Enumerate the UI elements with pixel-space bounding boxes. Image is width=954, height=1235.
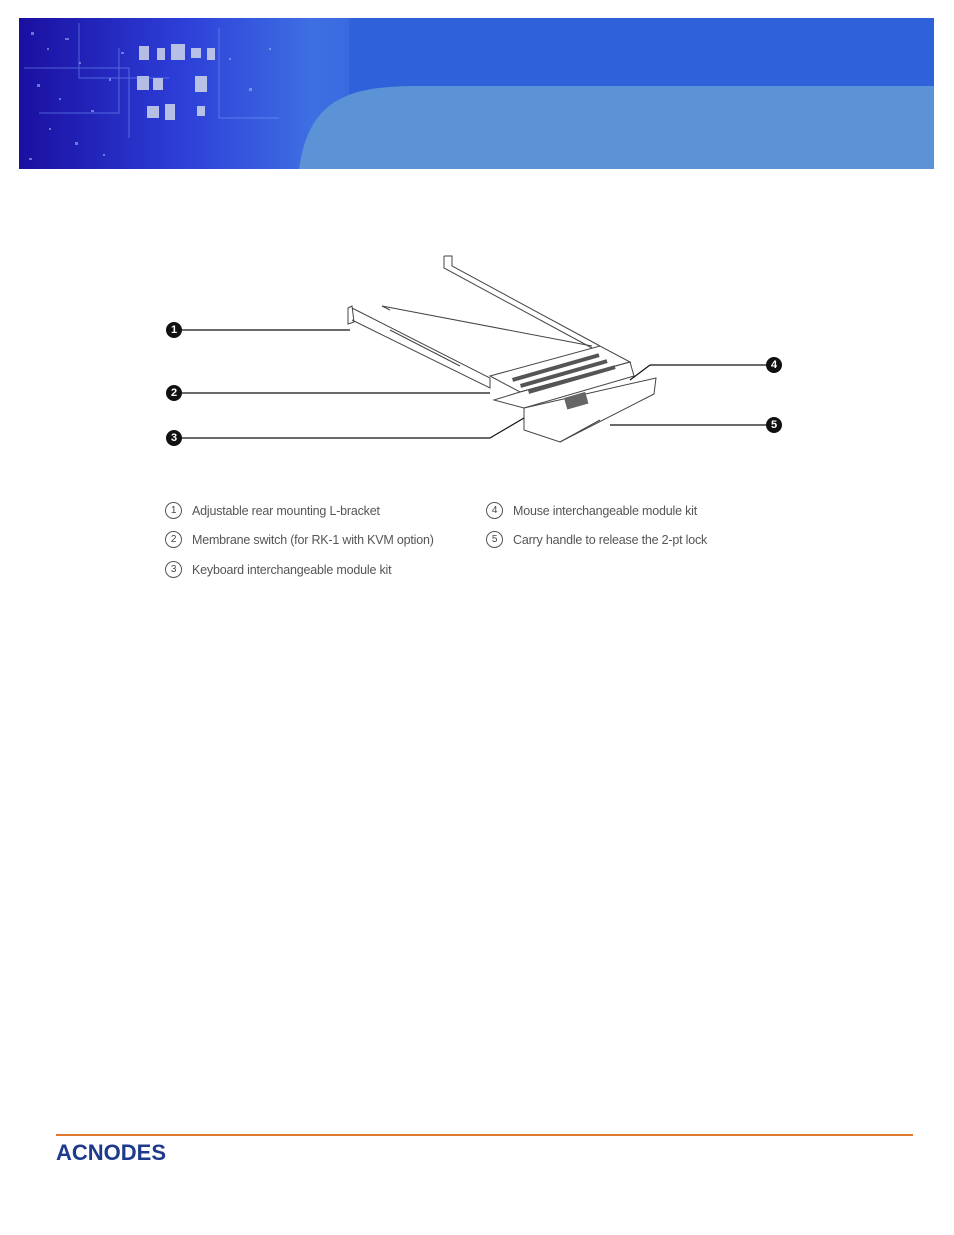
legend-number-5: 5 bbox=[486, 531, 503, 548]
footer-rule bbox=[56, 1134, 913, 1136]
callout-2: 2 bbox=[166, 385, 182, 401]
acnodes-logo-mark bbox=[56, 1138, 216, 1166]
legend-label-1: Adjustable rear mounting L-bracket bbox=[192, 503, 380, 518]
legend-number-3: 3 bbox=[165, 561, 182, 578]
callout-5: 5 bbox=[766, 417, 782, 433]
callout-4: 4 bbox=[766, 357, 782, 373]
acnodes-logo bbox=[56, 1138, 216, 1166]
legend-label-4: Mouse interchangeable module kit bbox=[513, 503, 697, 518]
callout-1: 1 bbox=[166, 322, 182, 338]
legend-number-4: 4 bbox=[486, 502, 503, 519]
circuit-board-banner-image bbox=[19, 18, 934, 169]
header-banner bbox=[19, 18, 934, 169]
legend-label-2: Membrane switch (for RK-1 with KVM option) bbox=[192, 532, 434, 547]
legend-item-4 bbox=[486, 502, 697, 519]
legend-item-3 bbox=[165, 561, 391, 578]
rack-keyboard-drawer-figure bbox=[160, 250, 800, 460]
legend-label-5: Carry handle to release the 2-pt lock bbox=[513, 532, 708, 547]
rack-drawer-illustration bbox=[160, 250, 800, 460]
legend-item-5 bbox=[486, 531, 707, 548]
legend-label-3: Keyboard interchangeable module kit bbox=[192, 562, 392, 577]
callout-3: 3 bbox=[166, 430, 182, 446]
legend-number-2: 2 bbox=[165, 531, 182, 548]
legend-item-1 bbox=[165, 502, 380, 519]
legend-number-1: 1 bbox=[165, 502, 182, 519]
legend-item-2 bbox=[165, 531, 434, 548]
logo-text: ACNODES bbox=[56, 1140, 167, 1165]
